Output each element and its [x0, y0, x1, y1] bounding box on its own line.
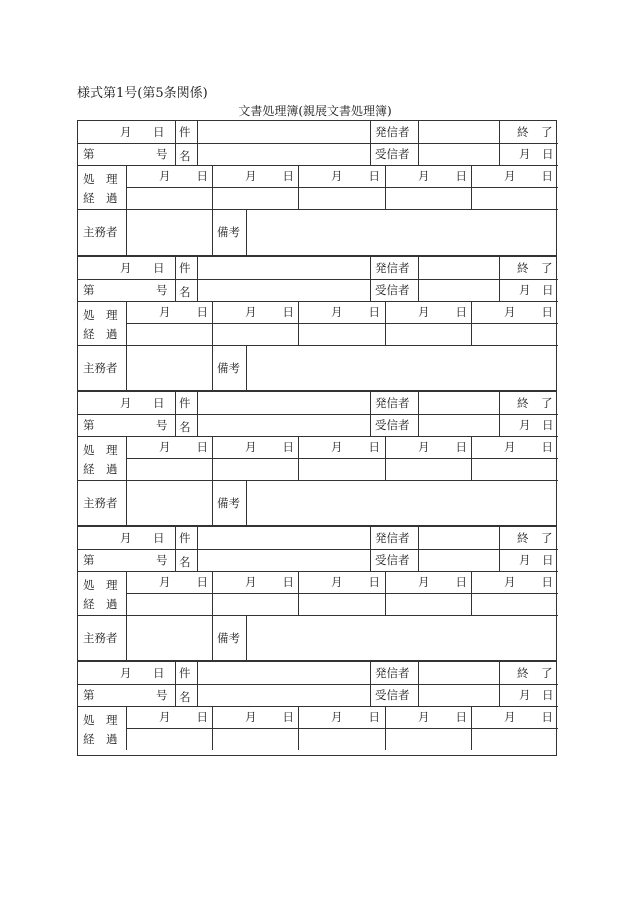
- process-month-label: 月: [159, 169, 171, 183]
- col-divider: [246, 345, 247, 391]
- col-divider: [197, 121, 198, 165]
- sender-label: 発信者: [375, 125, 410, 139]
- col-divider: [298, 706, 299, 750]
- col-divider: [471, 301, 472, 345]
- record-block: [77, 120, 557, 255]
- ken-label: 件: [179, 531, 191, 545]
- col-divider: [385, 301, 386, 345]
- keika-label: 過: [106, 191, 118, 205]
- sender-label: 発信者: [375, 261, 410, 275]
- month-label: 月: [519, 553, 531, 567]
- process-month-label: 月: [245, 710, 257, 724]
- row-divider: [78, 615, 558, 616]
- ken-label: 件: [179, 666, 191, 680]
- col-divider: [385, 165, 386, 209]
- ken-label: 件: [179, 125, 191, 139]
- row-divider: [78, 684, 558, 685]
- col-divider: [246, 615, 247, 661]
- process-month-label: 月: [331, 575, 343, 589]
- day-label: 日: [542, 147, 554, 161]
- row-divider: [78, 209, 558, 210]
- shori-label: 処: [83, 713, 95, 727]
- col-divider: [197, 257, 198, 301]
- process-month-label: 月: [159, 440, 171, 454]
- keika-label: 過: [106, 462, 118, 476]
- col-divider: [126, 301, 127, 345]
- sender-label: 発信者: [375, 396, 410, 410]
- row-divider: [78, 143, 558, 144]
- process-day-label: 日: [196, 305, 208, 319]
- dai-label: 第: [83, 418, 95, 432]
- process-month-label: 月: [504, 305, 516, 319]
- finish-label: 終: [517, 666, 529, 680]
- col-divider: [126, 480, 127, 526]
- process-month-label: 月: [159, 710, 171, 724]
- process-month-label: 月: [504, 169, 516, 183]
- col-divider: [175, 662, 176, 706]
- process-day-label: 日: [282, 169, 294, 183]
- row-divider: [78, 480, 558, 481]
- col-divider: [471, 706, 472, 750]
- col-divider: [418, 121, 419, 165]
- process-month-label: 月: [331, 440, 343, 454]
- ken-label: 件: [179, 396, 191, 410]
- col-divider: [418, 527, 419, 571]
- receiver-label: 受信者: [375, 147, 410, 161]
- col-divider: [197, 392, 198, 436]
- dai-label: 第: [83, 553, 95, 567]
- col-divider: [212, 615, 213, 661]
- month-label: 月: [120, 261, 132, 275]
- col-divider: [197, 662, 198, 706]
- process-day-label: 日: [541, 575, 553, 589]
- col-divider: [370, 392, 371, 436]
- col-divider: [212, 436, 213, 480]
- col-divider: [175, 527, 176, 571]
- shumusha-label: 主務者: [83, 361, 118, 375]
- go-label: 号: [156, 688, 168, 702]
- form-title: 文書処理簿(親展文書処理簿): [238, 104, 392, 118]
- process-month-label: 月: [504, 440, 516, 454]
- month-label: 月: [519, 418, 531, 432]
- process-day-label: 日: [282, 710, 294, 724]
- row-divider: [78, 345, 558, 346]
- shori-label: 処: [83, 443, 95, 457]
- col-divider: [126, 571, 127, 615]
- shori-label: 処: [83, 308, 95, 322]
- row-divider: [126, 593, 558, 594]
- finish-label: 終: [517, 125, 529, 139]
- mei-label: 名: [179, 420, 191, 434]
- shumusha-label: 主務者: [83, 631, 118, 645]
- month-label: 月: [120, 531, 132, 545]
- finish-label: 終: [517, 396, 529, 410]
- row-divider: [78, 706, 558, 707]
- finish-label: 終: [517, 531, 529, 545]
- process-day-label: 日: [455, 169, 467, 183]
- col-divider: [126, 345, 127, 391]
- process-day-label: 日: [196, 169, 208, 183]
- row-divider: [78, 571, 558, 572]
- process-day-label: 日: [541, 440, 553, 454]
- col-divider: [298, 571, 299, 615]
- process-day-label: 日: [282, 575, 294, 589]
- shori-label: 理: [106, 443, 118, 457]
- process-month-label: 月: [504, 575, 516, 589]
- process-month-label: 月: [331, 169, 343, 183]
- day-label: 日: [542, 688, 554, 702]
- keika-label: 経: [83, 462, 95, 476]
- process-day-label: 日: [196, 440, 208, 454]
- process-day-label: 日: [455, 440, 467, 454]
- col-divider: [246, 480, 247, 526]
- receiver-label: 受信者: [375, 283, 410, 297]
- col-divider: [175, 121, 176, 165]
- process-month-label: 月: [245, 305, 257, 319]
- col-divider: [126, 209, 127, 255]
- finish-label: 了: [541, 531, 553, 545]
- process-day-label: 日: [541, 305, 553, 319]
- row-divider: [78, 414, 558, 415]
- month-label: 月: [519, 688, 531, 702]
- col-divider: [471, 165, 472, 209]
- finish-label: 終: [517, 261, 529, 275]
- col-divider: [370, 121, 371, 165]
- col-divider: [126, 165, 127, 209]
- process-day-label: 日: [541, 710, 553, 724]
- col-divider: [370, 662, 371, 706]
- keika-label: 経: [83, 191, 95, 205]
- process-month-label: 月: [245, 575, 257, 589]
- process-day-label: 日: [368, 305, 380, 319]
- process-month-label: 月: [418, 169, 430, 183]
- process-month-label: 月: [331, 710, 343, 724]
- col-divider: [212, 571, 213, 615]
- month-label: 月: [519, 147, 531, 161]
- record-block: [77, 660, 557, 756]
- finish-label: 了: [541, 396, 553, 410]
- col-divider: [499, 257, 500, 301]
- col-divider: [418, 392, 419, 436]
- col-divider: [385, 571, 386, 615]
- row-divider: [78, 549, 558, 550]
- shumusha-label: 主務者: [83, 496, 118, 510]
- day-label: 日: [153, 396, 165, 410]
- col-divider: [298, 301, 299, 345]
- dai-label: 第: [83, 688, 95, 702]
- month-label: 月: [519, 283, 531, 297]
- row-divider: [126, 458, 558, 459]
- day-label: 日: [153, 666, 165, 680]
- process-month-label: 月: [418, 440, 430, 454]
- biko-label: 備考: [217, 225, 240, 239]
- col-divider: [370, 527, 371, 571]
- sender-label: 発信者: [375, 666, 410, 680]
- biko-label: 備考: [217, 631, 240, 645]
- receiver-label: 受信者: [375, 688, 410, 702]
- col-divider: [246, 209, 247, 255]
- col-divider: [499, 121, 500, 165]
- col-divider: [471, 571, 472, 615]
- mei-label: 名: [179, 285, 191, 299]
- receiver-label: 受信者: [375, 418, 410, 432]
- col-divider: [499, 392, 500, 436]
- col-divider: [370, 257, 371, 301]
- process-day-label: 日: [541, 169, 553, 183]
- row-divider: [78, 279, 558, 280]
- finish-label: 了: [541, 261, 553, 275]
- col-divider: [298, 436, 299, 480]
- row-divider: [78, 301, 558, 302]
- process-day-label: 日: [455, 305, 467, 319]
- shori-label: 理: [106, 172, 118, 186]
- biko-label: 備考: [217, 361, 240, 375]
- day-label: 日: [542, 283, 554, 297]
- month-label: 月: [120, 125, 132, 139]
- col-divider: [418, 257, 419, 301]
- day-label: 日: [153, 261, 165, 275]
- process-month-label: 月: [418, 575, 430, 589]
- month-label: 月: [120, 666, 132, 680]
- keika-label: 経: [83, 327, 95, 341]
- process-month-label: 月: [418, 305, 430, 319]
- process-day-label: 日: [196, 710, 208, 724]
- col-divider: [126, 615, 127, 661]
- dai-label: 第: [83, 147, 95, 161]
- keika-label: 経: [83, 732, 95, 746]
- process-month-label: 月: [418, 710, 430, 724]
- process-day-label: 日: [196, 575, 208, 589]
- row-divider: [126, 323, 558, 324]
- process-month-label: 月: [331, 305, 343, 319]
- col-divider: [212, 209, 213, 255]
- col-divider: [126, 436, 127, 480]
- mei-label: 名: [179, 555, 191, 569]
- col-divider: [418, 662, 419, 706]
- process-month-label: 月: [245, 169, 257, 183]
- col-divider: [499, 527, 500, 571]
- record-block: [77, 390, 557, 525]
- col-divider: [385, 706, 386, 750]
- shumusha-label: 主務者: [83, 225, 118, 239]
- day-label: 日: [542, 553, 554, 567]
- shori-label: 処: [83, 172, 95, 186]
- go-label: 号: [156, 418, 168, 432]
- col-divider: [175, 257, 176, 301]
- shori-label: 理: [106, 308, 118, 322]
- keika-label: 過: [106, 732, 118, 746]
- col-divider: [298, 165, 299, 209]
- col-divider: [212, 165, 213, 209]
- row-divider: [78, 436, 558, 437]
- process-day-label: 日: [368, 169, 380, 183]
- col-divider: [197, 527, 198, 571]
- row-divider: [126, 728, 558, 729]
- process-month-label: 月: [159, 575, 171, 589]
- process-day-label: 日: [368, 440, 380, 454]
- mei-label: 名: [179, 690, 191, 704]
- keika-label: 経: [83, 597, 95, 611]
- go-label: 号: [156, 283, 168, 297]
- go-label: 号: [156, 147, 168, 161]
- mei-label: 名: [179, 149, 191, 163]
- col-divider: [212, 301, 213, 345]
- row-divider: [78, 165, 558, 166]
- col-divider: [175, 392, 176, 436]
- process-day-label: 日: [282, 440, 294, 454]
- day-label: 日: [153, 125, 165, 139]
- col-divider: [126, 706, 127, 750]
- col-divider: [385, 436, 386, 480]
- dai-label: 第: [83, 283, 95, 297]
- process-day-label: 日: [455, 575, 467, 589]
- day-label: 日: [542, 418, 554, 432]
- col-divider: [471, 436, 472, 480]
- process-month-label: 月: [159, 305, 171, 319]
- biko-label: 備考: [217, 496, 240, 510]
- shori-label: 処: [83, 578, 95, 592]
- day-label: 日: [153, 531, 165, 545]
- col-divider: [212, 706, 213, 750]
- sender-label: 発信者: [375, 531, 410, 545]
- col-divider: [212, 345, 213, 391]
- go-label: 号: [156, 553, 168, 567]
- record-block: [77, 255, 557, 390]
- process-month-label: 月: [245, 440, 257, 454]
- process-day-label: 日: [282, 305, 294, 319]
- row-divider: [126, 187, 558, 188]
- shori-label: 理: [106, 578, 118, 592]
- shori-label: 理: [106, 713, 118, 727]
- finish-label: 了: [541, 125, 553, 139]
- process-month-label: 月: [504, 710, 516, 724]
- keika-label: 過: [106, 597, 118, 611]
- process-day-label: 日: [368, 575, 380, 589]
- receiver-label: 受信者: [375, 553, 410, 567]
- month-label: 月: [120, 396, 132, 410]
- col-divider: [212, 480, 213, 526]
- form-label: 様式第1号(第5条関係): [77, 86, 208, 101]
- keika-label: 過: [106, 327, 118, 341]
- records-table: [77, 120, 557, 756]
- process-day-label: 日: [455, 710, 467, 724]
- finish-label: 了: [541, 666, 553, 680]
- process-day-label: 日: [368, 710, 380, 724]
- ken-label: 件: [179, 261, 191, 275]
- col-divider: [499, 662, 500, 706]
- record-block: [77, 525, 557, 660]
